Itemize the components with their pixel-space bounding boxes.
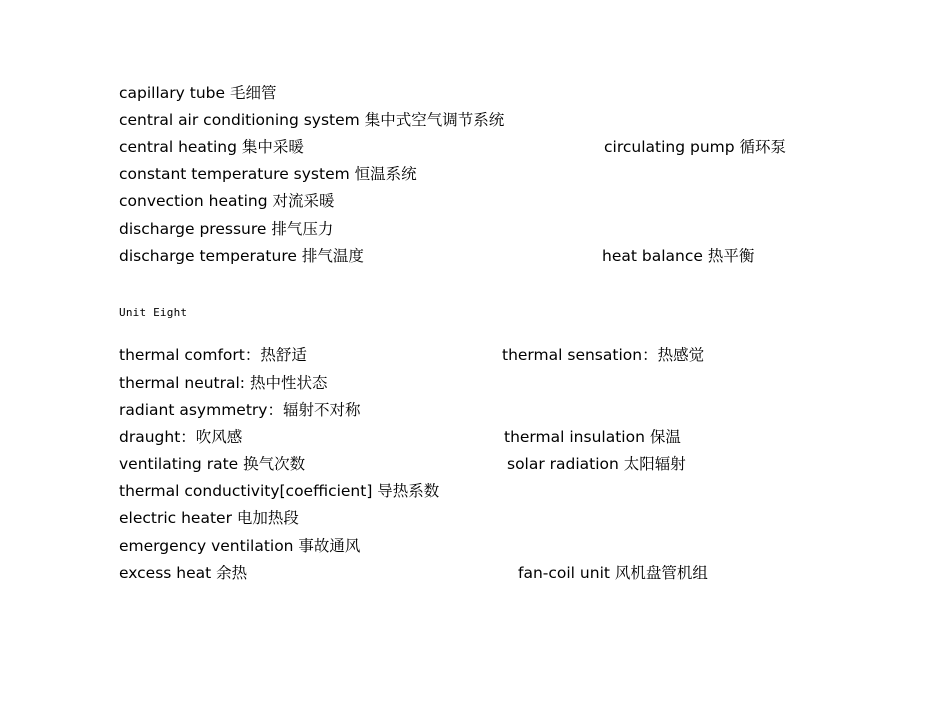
term-central-heating: central heating 集中采暖: [119, 138, 304, 156]
term-fan-coil-unit: fan-coil unit 风机盘管机组: [518, 564, 708, 582]
term-thermal-neutral: thermal neutral: 热中性状态: [119, 374, 328, 392]
term-discharge-pressure: discharge pressure 排气压力: [119, 220, 334, 238]
term-central-air-conditioning: central air conditioning system 集中式空气调节系统: [119, 111, 505, 129]
term-constant-temperature: constant temperature system 恒温系统: [119, 165, 417, 183]
unit-heading: Unit Eight: [119, 306, 188, 319]
term-thermal-conductivity: thermal conductivity[coefficient] 导热系数: [119, 482, 440, 500]
term-convection-heating: convection heating 对流采暖: [119, 192, 335, 210]
term-emergency-ventilation: emergency ventilation 事故通风: [119, 537, 361, 555]
term-excess-heat: excess heat 余热: [119, 564, 248, 582]
term-heat-balance: heat balance 热平衡: [602, 247, 755, 265]
term-radiant-asymmetry: radiant asymmetry：辐射不对称: [119, 401, 361, 419]
term-electric-heater: electric heater 电加热段: [119, 509, 299, 527]
term-discharge-temperature: discharge temperature 排气温度: [119, 247, 364, 265]
term-thermal-comfort: thermal comfort：热舒适: [119, 346, 307, 364]
term-thermal-sensation: thermal sensation：热感觉: [502, 346, 705, 364]
term-circulating-pump: circulating pump 循环泵: [604, 138, 787, 156]
term-ventilating-rate: ventilating rate 换气次数: [119, 455, 306, 473]
term-capillary-tube: capillary tube 毛细管: [119, 84, 277, 102]
term-thermal-insulation: thermal insulation 保温: [504, 428, 681, 446]
term-solar-radiation: solar radiation 太阳辐射: [507, 455, 686, 473]
term-draught: draught：吹风感: [119, 428, 243, 446]
